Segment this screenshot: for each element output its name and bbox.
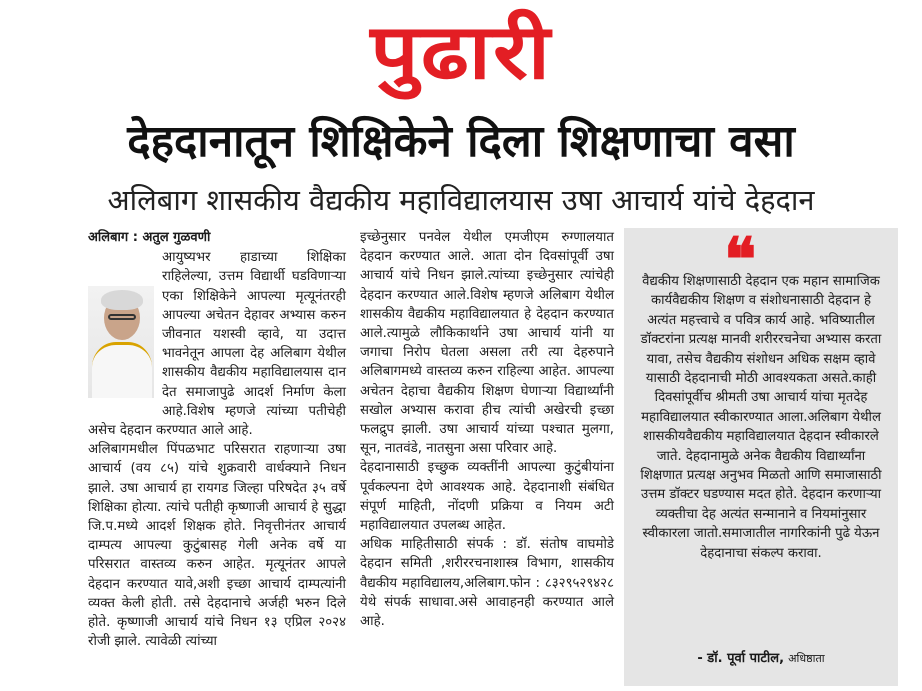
- photo-glasses-shape: [108, 314, 136, 320]
- photo-sari-shape: [92, 342, 152, 398]
- quote-body: वैद्यकीय शिक्षणासाठी देहदान एक महान सामाजिक कार्यवैद्यकीय शिक्षण व संशोधनासाठी देहदान हे अत्यंत महत्त्वाचे व पवित्र कार्य आहे. भविष्यातील डॉक्टरांना प्रत्यक्ष मानवी शरीररचनेचा अभ्यास करता यावा, तसेच वैद्यकीय संशोधन अधिक सक्षम व्हावे यासाठी देहदानाची मोठी आवश्यकता असते.काही दिवसांपूर्वीच श्रीमती उषा आचार्य यांचा मृतदेह महाविद्यालयात स्वीकारण्यात आला.अलिबाग येथील शासकीयवैद्यकीय महाविद्यालयात देहदान स्वीकारले जाते. देहदानामुळे अनेक वैद्यकीय विद्यार्थ्यांना शिक्षणात प्रत्यक्ष अनुभव मिळतो आणि समाजासाठी उत्तम डॉक्टर घडण्यास मदत होते. देहदान करणाऱ्या व्यक्तीचा देह अत्यंत सन्मानाने व नियमांनुसार स्वीकारला जातो.समाजातील नागरिकांनी पुढे येऊन देहदानाचा संकल्प करावा.: [640, 274, 882, 561]
- quote-attribution: [624, 648, 898, 666]
- teacher-photo: [88, 286, 154, 398]
- attribution-role: अधिष्ठाता: [788, 652, 825, 665]
- article-subheadline: अलिबाग शासकीय वैद्यकीय महाविद्यालयास उषा आचार्य यांचे देहदान: [107, 183, 815, 217]
- column2-paragraph-3: अधिक माहितीसाठी संपर्क : डॉ. संतोष वाघमोडे देहदान समिती ,शरीररचनाशास्त्र विभाग, शासकीय वैद्यकीय महाविद्यालय,अलिबाग.फोन : ८३२९५२९४२८ येथे संपर्क साधावा.असे आवाहनही करण्यात आले आहे.: [360, 537, 614, 630]
- quote-text: [636, 272, 886, 563]
- article-column-1: [88, 228, 346, 651]
- newspaper-logo: पुढारी: [370, 7, 552, 96]
- quote-mark-icon: ❝: [724, 225, 757, 295]
- byline: अलिबाग : अतुल गुळवणी: [88, 230, 211, 245]
- column2-paragraph-2: देहदानासाठी इच्छुक व्यक्तींनी आपल्या कुटुंबीयांना पूर्वकल्पना देणे आवश्यक आहे. देहदानाशी संबंधित संपूर्ण माहिती, नोंदणी प्रक्रिया व नियम अटी महाविद्यालयात उपलब्ध आहेत.: [360, 460, 614, 534]
- column2-paragraph-1: इच्छेनुसार पनवेल येथील एमजीएम रुग्णालयात देहदान करण्यात आले. आता दोन दिवसांपूर्वी उषा आचार्य यांचे निधन झाले.त्यांच्या इच्छेनुसार त्यांचेही देहदान करण्यात आले.विशेष म्हणजे अलिबाग येथील शासकीय वैद्यकीय महाविद्यालयात हे देहदान करण्यात आले.त्यामुळे लौकिकार्थाने उषा आचार्य यांनी या जगाचा निरोप घेतला असला तरी त्या देहरुपाने अलिबागमध्ये वास्तव्य करुन राहिल्या आहेत. आपल्या अचेतन देहाचा वैद्यकीय शिक्षण घेणाऱ्या विद्यार्थ्यांनी सखोल अभ्यास करावा हीच त्यांची अखेरची इच्छा फलद्रुप झाली. उषा आचार्य यांच्या पश्चात मुलगा, सून, नातवंडे, नातसुना असा परिवार आहे.: [360, 230, 614, 457]
- article-column-2: [360, 228, 614, 631]
- quote-box: [624, 225, 898, 686]
- article-headline: देहदानातून शिक्षिकेने दिला शिक्षणाचा वसा: [127, 116, 795, 167]
- masthead: [0, 4, 922, 104]
- attribution-name: - डॉ. पूर्वा पाटील,: [697, 651, 785, 666]
- column1-paragraph-2: अलिबागमधील पिंपळभाट परिसरात राहणाऱ्या उषा आचार्य (वय ८५) यांचे शुक्रवारी वार्धक्याने निधन झाले. उषा आचार्य हा रायगड जिल्हा परिषदेत ३५ वर्षे शिक्षिका होत्या. त्यांचे पतीही कृष्णाजी आचार्य हे सुद्धा जि.प.मध्ये आदर्श शिक्षक होते. निवृत्तीनंतर आचार्य दाम्पत्य आपल्या कुटुंबासह गेली अनेक वर्षे या परिसरात वास्तव्य करुन आहेत. मृत्यूनंतर आपले देहदान करण्यात यावे,अशी इच्छा आचार्य दाम्पत्यांनी व्यक्त केली होती. तसे देहदानाचे अर्जही भरुन दिले होते. कृष्णाजी आचार्य यांचे निधन १३ एप्रिल २०२४ रोजी झाले. त्यावेळी त्यांच्या: [88, 442, 346, 650]
- column1-paragraph-1: आयुष्यभर हाडाच्या शिक्षिका राहिलेल्या, उत्तम विद्यार्थी घडविणाऱ्या एका शिक्षिकेने आपल्या मृत्यूनंतरही आपल्या अचेतन देहावर अभ्यास करुन जीवनात यशस्वी व्हावे, या उदात्त भावनेतून आपला देह अलिबाग येथील शासकीय वैद्यकीय महाविद्यालयास दान देत समाजापुढे आदर्श निर्माण केला आहे.विशेष म्हणजे त्यांच्या पतीचेही असेच देहदान करण्यात आले आहे.: [88, 250, 346, 439]
- photo-hair-shape: [101, 290, 143, 310]
